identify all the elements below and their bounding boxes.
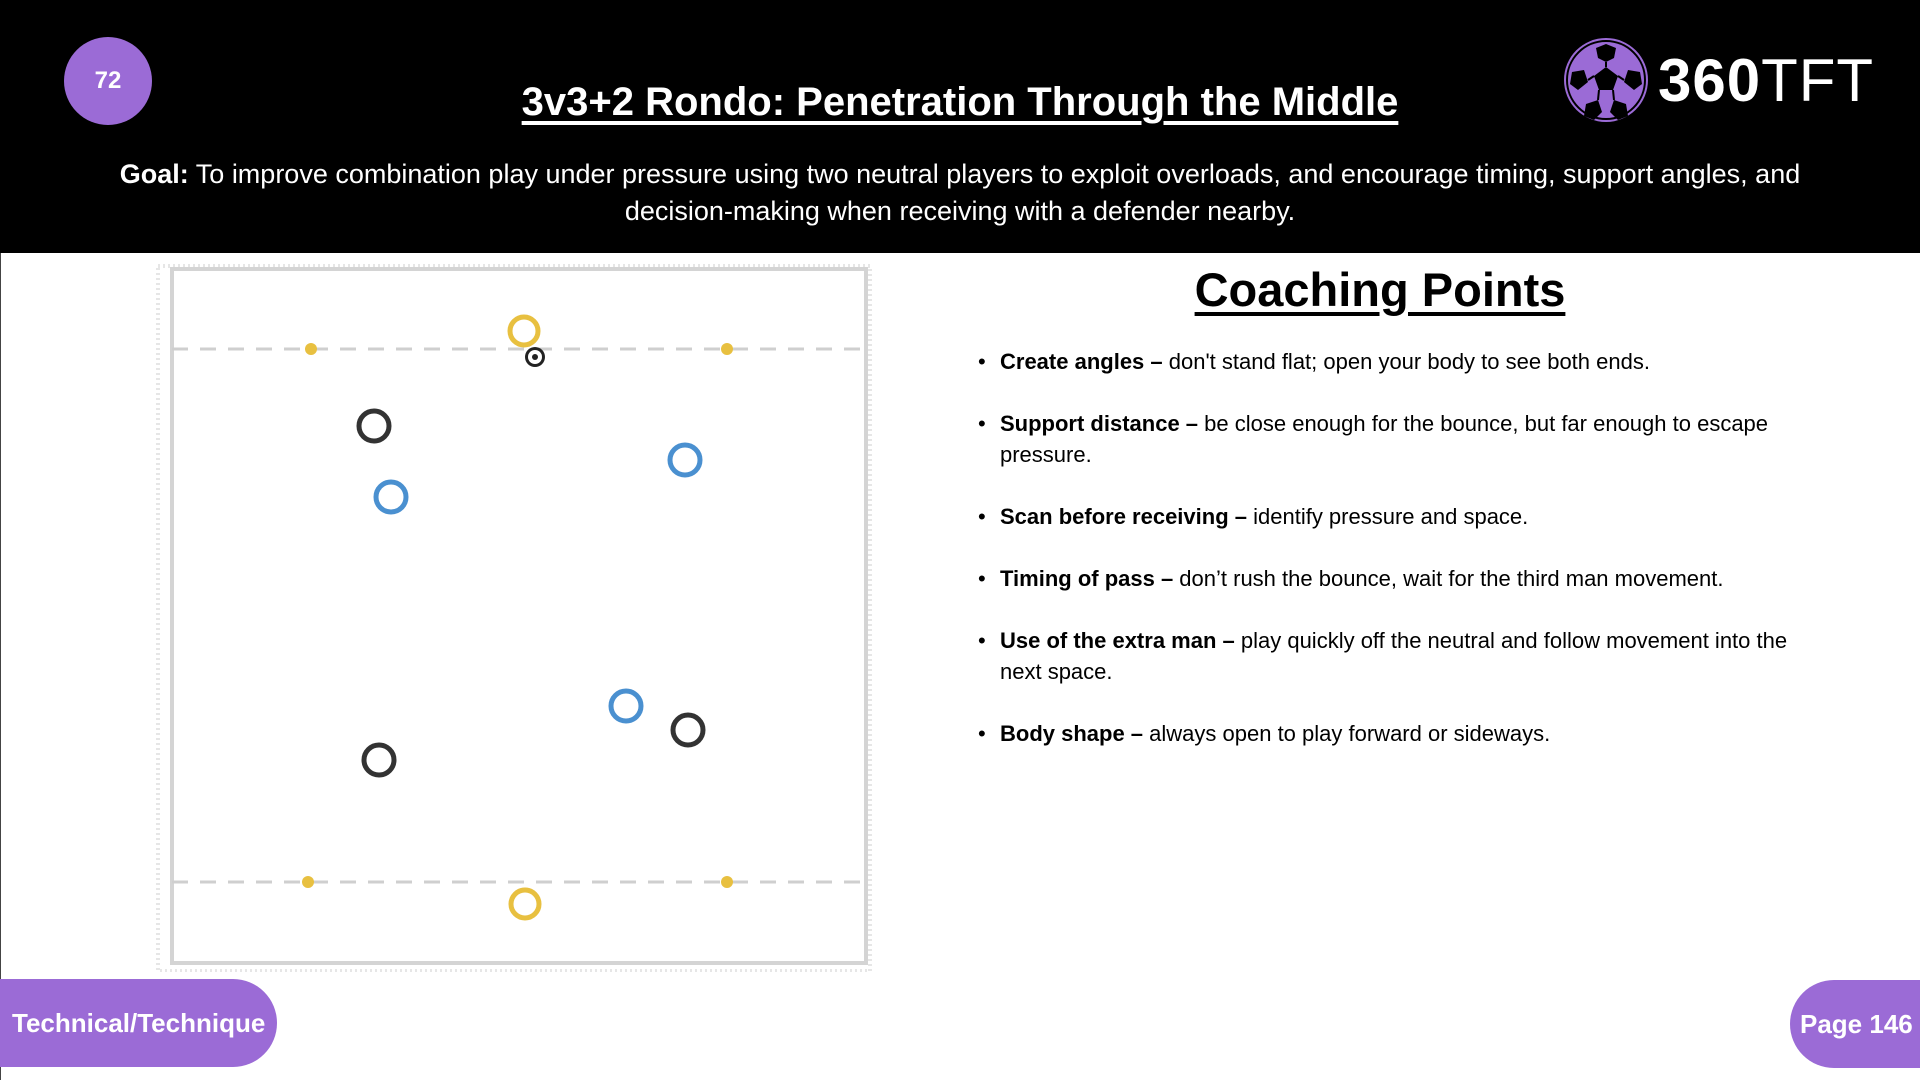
list-item [972, 408, 1832, 470]
list-item [972, 346, 1832, 377]
point-label: Create angles – [1000, 349, 1163, 374]
coaching-points-list [972, 346, 1832, 780]
left-edge-rule [0, 253, 1, 1080]
point-text: don’t rush the bounce, wait for the third man movement. [1173, 566, 1724, 591]
list-item [972, 718, 1832, 749]
brand-wordmark-bold: 360 [1658, 46, 1762, 114]
pitch-diagram [150, 262, 880, 972]
brand-wordmark [1658, 46, 1874, 115]
pitch-boundary [172, 269, 866, 963]
goal-label: Goal: [119, 159, 189, 189]
list-item [972, 563, 1832, 594]
brand-logo [1562, 36, 1874, 124]
goal-description: To improve combination play under pressure using two neutral players to exploit overloads, and encourage timing, support angles, and decision-making when receiving with a defender nearby. [188, 159, 1801, 226]
cone-marker [302, 876, 314, 888]
point-text: always open to play forward or sideways. [1143, 721, 1551, 746]
brand-wordmark-light: TFT [1761, 46, 1875, 114]
point-text: identify pressure and space. [1247, 504, 1529, 529]
soccer-ball-icon [1562, 36, 1650, 124]
list-item [972, 625, 1832, 687]
point-text: play quickly off the neutral and follow movement into the next space. [1000, 628, 1788, 684]
point-label: Timing of pass – [1000, 566, 1174, 591]
session-number: 72 [94, 67, 122, 94]
goal-text [110, 156, 1810, 230]
point-label: Body shape – [1000, 721, 1144, 746]
category-badge [0, 979, 277, 1067]
point-text: don't stand flat; open your body to see both ends. [1162, 349, 1650, 374]
page-number-badge [1790, 980, 1920, 1068]
point-label: Support distance – [1000, 411, 1199, 436]
point-label: Scan before receiving – [1000, 504, 1247, 529]
ball-icon [525, 347, 545, 367]
cone-marker [721, 343, 733, 355]
category-label: Technical/Technique [12, 1007, 266, 1038]
coaching-points-title: Coaching Points [1194, 263, 1566, 316]
point-label: Use of the extra man – [1000, 628, 1235, 653]
header-bar [0, 0, 1920, 253]
page-title: 3v3+2 Rondo: Penetration Through the Middle [521, 80, 1399, 124]
point-text: be close enough for the bounce, but far enough to escape pressure. [1000, 411, 1769, 467]
cone-marker [721, 876, 733, 888]
list-item [972, 501, 1832, 532]
cone-marker [305, 343, 317, 355]
page-number: Page 146 [1800, 1008, 1913, 1039]
